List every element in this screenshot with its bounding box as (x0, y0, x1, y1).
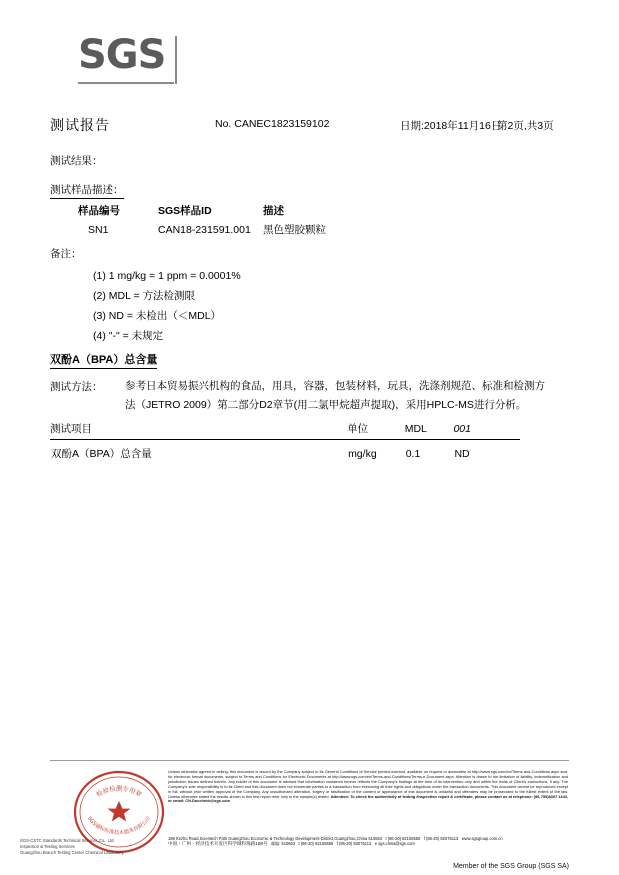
attention-note: Attention: To check the authenticity of testing /inspection report & certificate, please contact us at telephone: (86-755)8307 1443, or email: CN.Doccheck@sgs.com (168, 793, 568, 804)
cell-description: 黑色塑胶颗粒 (263, 224, 326, 236)
report-date: 日期:2018年11月16日 (400, 120, 502, 132)
remarks-list (93, 266, 241, 346)
stamp-caption-line: Guangzhou Branch Testing Center Chemical Laboratory (20, 850, 124, 855)
method-line: 法（JETRO 2009）第二部分D2章节(用二氯甲烷超声提取)，采用HPLC-MS进行分析。 (125, 399, 527, 411)
results-label: 测试结果： (50, 155, 103, 167)
cell-mdl: 0.1 (405, 447, 421, 460)
column-header-sample-no: 样品编号 (78, 205, 120, 217)
address-cn-fax: f (86-20) 82075113 (336, 841, 372, 847)
sample-description-heading: 测试样品描述： (50, 182, 124, 199)
stamp-caption-line: Inspection & Testing Services (20, 844, 75, 849)
cell-sgs-id: CAN18-231591.001 (158, 223, 251, 236)
list-item: (3) ND = 未检出（＜MDL） (93, 310, 222, 322)
list-item: (1) 1 mg/kg = 1 ppm = 0.0001% (93, 270, 241, 282)
column-header-unit: 单位 (347, 421, 405, 440)
result-table (50, 421, 520, 462)
cell-test-item: 双酚A（BPA）总含量 (51, 448, 152, 460)
svg-text:SGS通标标准技术服务有限公司: SGS通标标准技术服务有限公司 (85, 815, 153, 837)
cell-result-001: ND (454, 447, 470, 460)
address-line-cn (168, 841, 568, 846)
test-method-text (125, 377, 550, 415)
column-header-description: 描述 (263, 205, 284, 217)
address-cn-mail: e sgs.china@sgs.com (374, 841, 415, 847)
section-heading-bpa: 双酚A（BPA）总含量 (50, 351, 157, 369)
page-number: 第2页,共3页 (497, 120, 554, 132)
legal-disclaimer (168, 770, 568, 804)
table-row (50, 440, 520, 463)
address-en-fax: f (86-20) 82075113 (423, 836, 459, 841)
cell-unit: mg/kg (348, 447, 377, 460)
sample-table (78, 203, 423, 237)
address-en-web: www.sgsgroup.com.cn (461, 836, 503, 841)
stamp-caption-line: SGS-CSTC Standards Technical Services Co., Ltd. (20, 838, 115, 843)
page-title: 测试报告 (50, 117, 110, 133)
logo-vertical-rule (175, 36, 177, 84)
method-line: 参考日本贸易振兴机构的食品，用具，容器，包装材料，玩具，洗涤剂规范、标准和检测方 (125, 380, 545, 392)
remarks-label: 备注： (50, 248, 82, 260)
sgs-logo-text: SGS (78, 32, 166, 78)
column-header-sample-001: 001 (453, 421, 520, 440)
address-cn-text: 中国・广州・经济技术开发区科学城科珠路198号 (168, 841, 268, 847)
address-en-tel: t (86-20) 82155555 (385, 836, 421, 841)
footer-member-note: Member of the SGS Group (SGS SA) (453, 863, 569, 870)
footer-address (168, 836, 568, 847)
sgs-logo (78, 32, 178, 78)
test-method-label: 测试方法： (50, 381, 103, 393)
address-en-text: 198 Kezhu Road,Scientech Park Guangzhou Economic & Technology Development District,Guangzhou,China 510663 (168, 836, 383, 841)
column-header-test-item: 测试项目 (50, 421, 347, 440)
legal-paragraph-text: Unless otherwise agreed in writing, this document is issued by the Company subject to its General Conditions of Service printed overleaf, available on request or accessible at http://www.sgs.com/en/Terms-and-Conditions.aspx and, for electronic format documents, subject to Terms and Conditions for Electronic Documents at http://www.sgs.com/en/Terms-and-Conditions/Terms-e-Document.aspx. Attention is drawn to the limitation of liability, indemnification and jurisdiction issues defined therein. Any holder of this document is advised that information contained hereon reflects the Company's findings at the time of its intervention only and within the limits of Client's instructions, if any. The Company's sole responsibility is to its Client and this document does not exonerate parties to a transaction from exercising all their rights and obligations under the transaction documents. This document cannot be reproduced except in full, without prior written approval of the Company. Any unauthorized alteration, forgery or falsification of the content or appearance of this document is unlawful and offenders may be prosecuted to the fullest extent of the law. Unless otherwise stated the results shown in this test report refer only to the sample(s) tested. (168, 769, 568, 799)
cell-sample-no: SN1 (88, 223, 109, 236)
column-header-sgs-id: SGS样品ID (158, 205, 212, 217)
logo-underline (78, 82, 174, 84)
report-number: No. CANEC1823159102 (215, 118, 330, 130)
svg-text:检验检测专用章: 检验检测专用章 (94, 784, 144, 799)
stamp-caption (20, 838, 180, 856)
list-item: (2) MDL = 方法检测限 (93, 290, 195, 302)
address-cn-tel: t (86-20) 82155555 (298, 841, 334, 847)
address-cn-zip: 邮编: 510663 (270, 841, 296, 847)
table-header-row (78, 203, 423, 222)
list-item: (4) "-" = 未规定 (93, 330, 164, 342)
footer-divider (50, 760, 569, 761)
table-row (78, 222, 423, 237)
column-header-mdl: MDL (405, 421, 454, 440)
table-header-row (50, 421, 520, 440)
